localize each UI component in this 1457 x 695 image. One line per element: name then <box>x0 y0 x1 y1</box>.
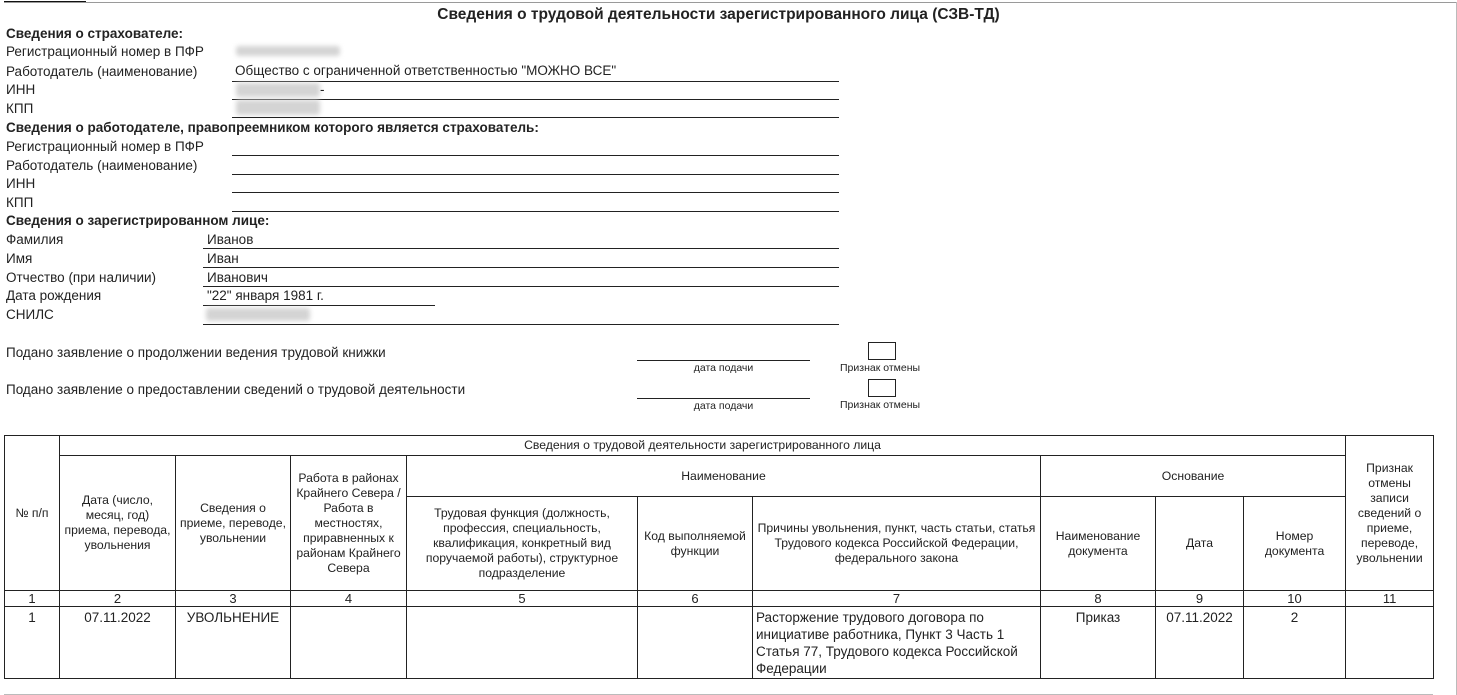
insurer-inn-suffix: - <box>320 82 325 97</box>
col-number: 6 <box>638 591 753 607</box>
col-header-doc-num: Номер документа <box>1244 497 1346 591</box>
top-border <box>4 2 1457 3</box>
person-birthdate-value: "22" января 1981 г. <box>207 288 324 303</box>
col-number: 1 <box>5 591 60 607</box>
predecessor-heading: Сведения о работодателе, правопреемником которого является страхователь: <box>6 120 539 135</box>
col-number: 7 <box>753 591 1041 607</box>
redacted-reg-number <box>236 46 340 56</box>
provide-info-date-caption: дата подачи <box>693 400 754 412</box>
cell-reasons: Расторжение трудового договора по инициативе работника, Пункт 3 Часть 1 Статья 77, Трудового кодекса Российской Федерации <box>753 607 1041 679</box>
person-birthdate-line <box>203 305 435 306</box>
cell-num: 1 <box>5 607 60 679</box>
col-number: 11 <box>1346 591 1434 607</box>
col-header-cancel: Признак отмены записи сведений о приеме, переводе, увольнении <box>1346 436 1434 591</box>
cell-north <box>291 607 407 679</box>
predecessor-employer-label: Работодатель (наименование) <box>6 158 198 173</box>
cell-doc-date: 07.11.2022 <box>1156 607 1244 679</box>
col-header-doc-date: Дата <box>1156 497 1244 591</box>
predecessor-reg-line <box>232 155 839 156</box>
person-patronymic-line <box>203 286 839 287</box>
col-header-date: Дата (число, месяц, год) приема, перевода, увольнения <box>60 456 176 591</box>
work-activity-table <box>4 435 1434 679</box>
redacted-kpp <box>236 100 320 115</box>
col-number: 4 <box>291 591 407 607</box>
cell-info: УВОЛЬНЕНИЕ <box>176 607 291 679</box>
insurer-kpp-label: КПП <box>6 101 34 116</box>
col-header-function: Трудовая функция (должность, профессия, специальность, квалификация, конкретный вид поручаемой работы), структурное подразделение <box>407 497 638 591</box>
predecessor-inn-line <box>232 192 839 193</box>
person-patronymic-label: Отчество (при наличии) <box>6 270 157 285</box>
person-birthdate-label: Дата рождения <box>6 288 102 303</box>
cell-cancel <box>1346 607 1434 679</box>
group-header-basis: Основание <box>1041 456 1346 497</box>
insurer-heading: Сведения о страхователе: <box>6 26 183 41</box>
col-number: 2 <box>60 591 176 607</box>
insurer-employer-value: Общество с ограниченной ответственностью "МОЖНО ВСЕ" <box>235 63 617 78</box>
application-continue-book: Подано заявление о продолжении ведения трудовой книжки <box>6 345 386 360</box>
col-number: 10 <box>1244 591 1346 607</box>
redacted-inn <box>236 83 320 97</box>
col-header-reasons: Причины увольнения, пункт, часть статьи, статья Трудового кодекса Российской Федерации, федерального закона <box>753 497 1041 591</box>
insurer-inn-line <box>232 99 839 100</box>
insurer-reg-label: Регистрационный номер в ПФР <box>6 44 204 59</box>
predecessor-kpp-line <box>232 211 839 212</box>
col-number: 9 <box>1156 591 1244 607</box>
cell-function <box>407 607 638 679</box>
redacted-snils <box>206 308 310 321</box>
continue-book-date-caption: дата подачи <box>693 362 754 374</box>
insurer-employer-label: Работодатель (наименование) <box>6 64 198 79</box>
table-row <box>5 607 1434 679</box>
person-surname-line <box>203 248 839 249</box>
predecessor-inn-label: ИНН <box>6 176 36 191</box>
provide-info-date-line <box>637 398 810 399</box>
provide-info-cancel-caption: Признак отмены <box>840 399 921 411</box>
group-header-name: Наименование <box>407 456 1041 497</box>
col-number: 5 <box>407 591 638 607</box>
cell-code <box>638 607 753 679</box>
col-header-code: Код выполняемой функции <box>638 497 753 591</box>
person-snils-label: СНИЛС <box>6 307 54 322</box>
col-number: 8 <box>1041 591 1156 607</box>
person-snils-line <box>203 324 839 325</box>
person-surname-label: Фамилия <box>6 232 64 247</box>
continue-book-date-line <box>637 360 810 361</box>
cell-doc-name: Приказ <box>1041 607 1156 679</box>
person-name-value: Иван <box>207 251 239 266</box>
continue-book-cancel-caption: Признак отмены <box>840 362 921 374</box>
col-header-north: Работа в районах Крайнего Севера / Работа в местностях, приравненных к районам Крайнего Севера <box>291 456 407 591</box>
cell-doc-num: 2 <box>1244 607 1346 679</box>
application-provide-info: Подано заявление о предоставлении сведений о трудовой деятельности <box>6 382 466 397</box>
insurer-kpp-line <box>232 117 839 118</box>
person-heading: Сведения о зарегистрированном лице: <box>6 213 270 228</box>
person-patronymic-value: Иванович <box>207 270 268 285</box>
cell-date: 07.11.2022 <box>60 607 176 679</box>
insurer-inn-label: ИНН <box>6 82 36 97</box>
table-main-header: Сведения о трудовой деятельности зарегистрированного лица <box>60 436 1346 456</box>
person-name-label: Имя <box>6 251 33 266</box>
col-header-info: Сведения о приеме, переводе, увольнении <box>176 456 291 591</box>
document-title: Сведения о трудовой деятельности зарегистрированного лица (СЗВ-ТД) <box>437 6 1000 23</box>
col-header-doc-name: Наименование документа <box>1041 497 1156 591</box>
predecessor-employer-line <box>232 174 839 175</box>
person-name-line <box>203 267 839 268</box>
predecessor-kpp-label: КПП <box>6 195 34 210</box>
col-number: 3 <box>176 591 291 607</box>
person-surname-value: Иванов <box>207 232 254 247</box>
predecessor-reg-label: Регистрационный номер в ПФР <box>6 139 204 154</box>
continue-book-cancel-box[interactable] <box>868 342 896 360</box>
provide-info-cancel-box[interactable] <box>868 379 896 397</box>
col-header-num: № п/п <box>5 436 60 591</box>
